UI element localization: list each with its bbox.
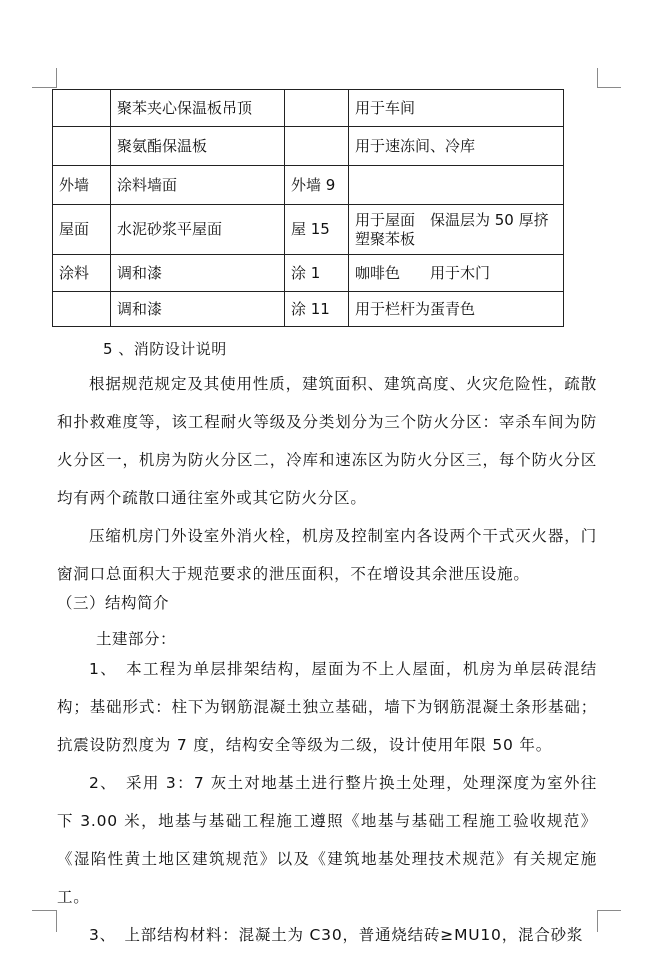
table-cell: 水泥砂浆平屋面 [111,205,285,255]
table-cell: 调和漆 [111,292,285,327]
table-row [53,292,564,327]
table-cell [285,127,349,166]
table-cell: 聚氨酯保温板 [111,127,285,166]
table-row [53,166,564,205]
table-cell: 聚苯夹心保温板吊顶 [111,90,285,127]
crop-mark-bottom-right-v [597,910,598,932]
fire-paragraph-1: 根据规范规定及其使用性质，建筑面积、建筑高度、火灾危险性，疏散和扑救难度等，该工程耐火等级及分类划分为三个防火分区：宰杀车间为防火分区一，机房为防火分区二，冷库和速冻区为防火分区三，每个防火分区均有两个疏散口通往室外或其它防火分区。 [57,375,597,507]
structure-paragraph-1: 1、 本工程为单层排架结构，屋面为不上人屋面，机房为单层砖混结构；基础形式：柱下为钢筋混凝土独立基础，墙下为钢筋混凝土条形基础；抗震设防烈度为 7 度，结构安全等级为二级，设计使用年限 50 年。 [57,660,597,754]
table-cell [53,90,111,127]
structure-paragraph-3: 3、 上部结构材料：混凝土为 C30，普通烧结砖≥MU10，混合砂浆 [89,926,584,944]
fire-section-heading: 5 、消防设计说明 [103,340,227,358]
table-cell: 涂料 [53,255,111,292]
table-cell [285,90,349,127]
table-cell: 屋面 [53,205,111,255]
material-spec-table [52,89,564,327]
table-cell: 涂 11 [285,292,349,327]
table-cell: 用于速冻间、冷库 [349,127,564,166]
structure-section-heading: （三）结构简介 [57,594,170,612]
table-row [53,127,564,166]
crop-mark-top-left-h [32,87,56,88]
table-cell [53,292,111,327]
fire-body [57,365,597,593]
structure-paragraph-2: 2、 采用 3：7 灰土对地基土进行整片换土处理，处理深度为室外往下 3.00 米，地基与基础工程施工遵照《地基与基础工程施工验收规范》《湿陷性黄土地区建筑规范》以及《建筑地基处理技术规范》有关规定施工。 [57,774,597,906]
structure-subheading: 土建部分： [96,630,177,648]
crop-mark-top-right-h [597,87,621,88]
table-cell: 涂 1 [285,255,349,292]
table-cell: 屋 15 [285,205,349,255]
table-cell: 咖啡色 用于木门 [349,255,564,292]
crop-mark-top-right-v [597,68,598,88]
crop-mark-bottom-left-h [32,910,56,911]
table-cell: 外墙 [53,166,111,205]
table-row [53,255,564,292]
crop-mark-bottom-right-h [597,910,621,911]
table-cell: 用于栏杆为蛋青色 [349,292,564,327]
table-cell [53,127,111,166]
crop-mark-top-left-v [56,68,57,88]
table-row [53,90,564,127]
fire-paragraph-2: 压缩机房门外设室外消火栓，机房及控制室内各设两个干式灭火器，门窗洞口总面积大于规范要求的泄压面积，不在增设其余泄压设施。 [57,527,597,583]
structure-body [57,650,597,954]
table-cell: 用于屋面 保温层为 50 厚挤塑聚苯板 [349,205,564,255]
table-cell: 调和漆 [111,255,285,292]
table-row [53,205,564,255]
table-cell: 涂料墙面 [111,166,285,205]
table-cell [349,166,564,205]
table-cell: 用于车间 [349,90,564,127]
table-cell: 外墙 9 [285,166,349,205]
